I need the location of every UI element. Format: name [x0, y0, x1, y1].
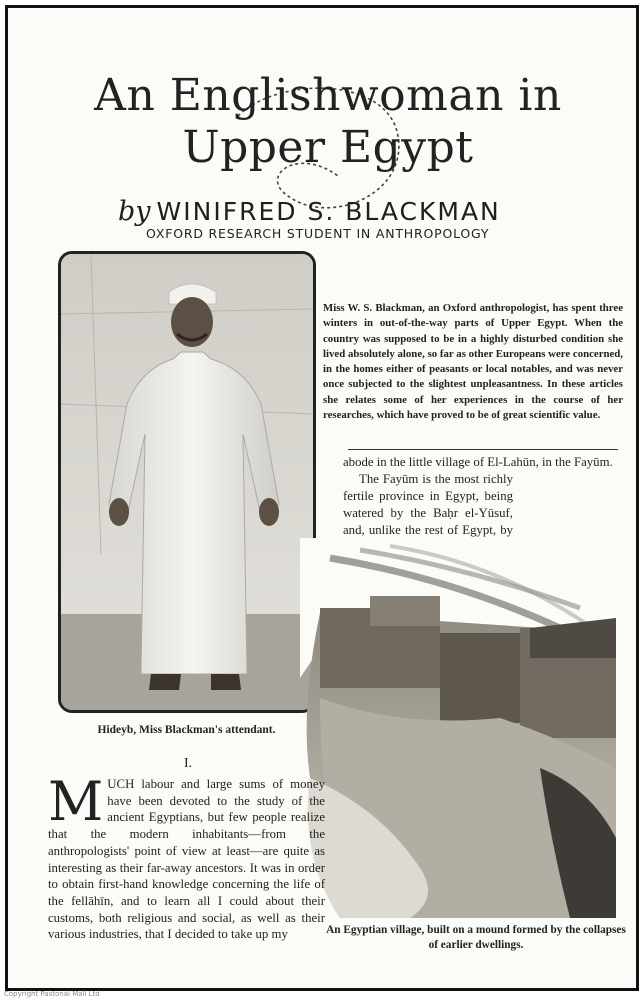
village-photo-caption: An Egyptian village, built on a mound formed by the collapses of earlier dwellings. [326, 924, 626, 951]
attendant-photo [58, 251, 316, 713]
article-title [8, 70, 644, 174]
attendant-photo-caption: Hideyb, Miss Blackman's attendant. [97, 724, 276, 736]
intro-divider [348, 449, 618, 450]
village-photo [300, 538, 616, 918]
body-left-column [48, 770, 325, 943]
body-left-text: UCH labour and large sums of money have been devoted to the study of the ancient Egyptians, but few people realize that the modern inhabitants—from the anthropologists' point of view at least—are quite as interesting as their far-away ancestors. It was in order to obtain first-hand knowledge concerning the life of the fellāhīn, and to learn all I could about their customs, both religious and social, as well as their various industries, that I decided to take up my [48, 777, 325, 942]
title-line-1: An Englishwoman in [94, 70, 562, 121]
byline-by: by [118, 196, 151, 227]
village-illustration [300, 538, 616, 918]
copyright-footer: Copyright Pastonal Mall Ltd [4, 990, 100, 998]
magazine-page [5, 5, 639, 991]
author-affiliation: OXFORD RESEARCH STUDENT IN ANTHROPOLOGY [146, 226, 490, 241]
byline [118, 196, 558, 227]
body-right-paragraph-1: abode in the little village of El-Lahūn, in the Fayūm. [343, 455, 613, 469]
drop-cap: M [48, 770, 104, 833]
author-name: WINIFRED S. BLACKMAN [156, 197, 501, 226]
intro-blurb: Miss W. S. Blackman, an Oxford anthropologist, has spent three winters in out-of-the-way parts of Upper Egypt. When the country was supposed to be in a highly disturbed condition she lived absolutely alone, so far as other Europeans were concerned, in the homes either of peasants or local notables, and was never once subjected to the slightest unpleasantness. In these articles she relates some of her experiences in the course of her researches, which have proved to be of great scientific value. [323, 302, 623, 422]
title-line-2: Upper Egypt [182, 122, 474, 173]
section-number: I. [184, 756, 193, 771]
body-right-paragraph-2: The Fayūm is the most richly fertile province in Egypt, being watered by the Baḥr el-Yūsuf, and, unlike the rest of Egypt, by [343, 472, 513, 537]
attendant-illustration [61, 254, 313, 710]
